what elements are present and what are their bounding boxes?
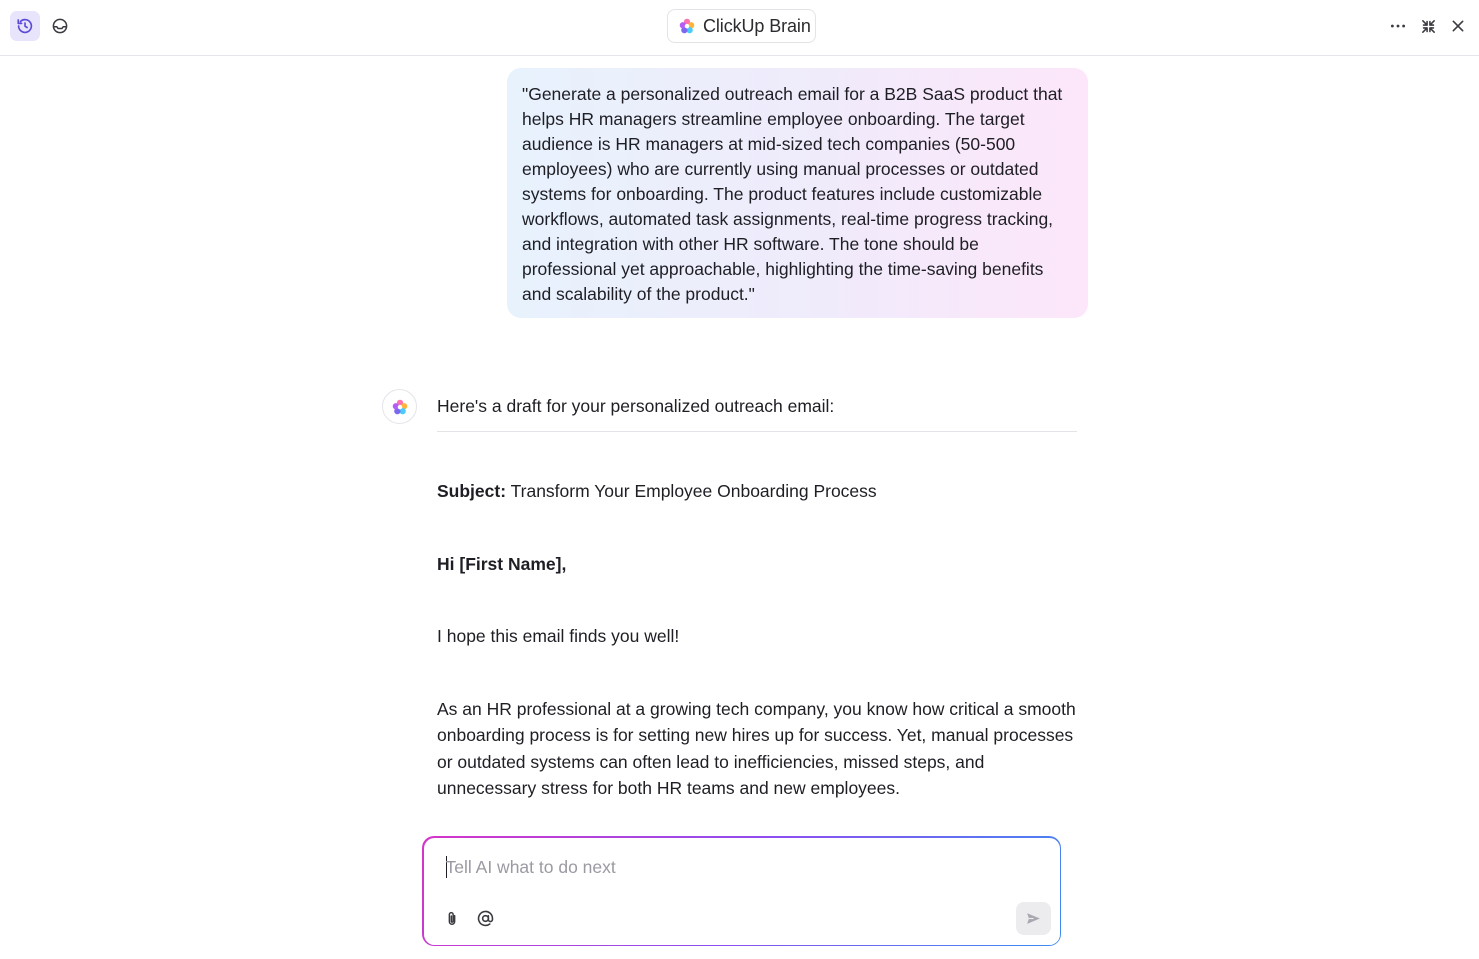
attachment-icon: [443, 910, 461, 928]
close-button[interactable]: [1443, 11, 1473, 41]
ai-response: [437, 394, 1077, 798]
send-button[interactable]: [1016, 902, 1051, 935]
inbox-button[interactable]: [45, 11, 75, 41]
composer: [422, 836, 1061, 946]
attach-button[interactable]: [441, 908, 463, 930]
clickup-brain-avatar-icon: [391, 398, 409, 416]
brand-pill[interactable]: [667, 9, 816, 43]
page-title: ClickUp Brain: [703, 15, 811, 36]
close-icon: [1450, 18, 1466, 34]
more-button[interactable]: [1383, 11, 1413, 41]
composer-inner: [424, 838, 1060, 945]
mention-icon: [476, 909, 495, 928]
ai-prompt-input[interactable]: [446, 855, 1006, 881]
send-icon: [1025, 910, 1042, 927]
history-button[interactable]: [10, 11, 40, 41]
inbox-icon: [51, 17, 69, 35]
email-subject-label: Subject:: [437, 481, 507, 501]
top-bar: [0, 0, 1479, 56]
mention-button[interactable]: [475, 908, 497, 930]
history-icon: [16, 17, 34, 35]
email-subject-text: Transform Your Employee Onboarding Process: [510, 481, 877, 501]
email-greeting: Hi [First Name],: [437, 554, 567, 574]
more-icon: [1389, 17, 1407, 35]
ai-response-intro: Here's a draft for your personalized outreach email:: [437, 394, 1077, 432]
email-opening: I hope this email finds you well!: [437, 626, 680, 646]
email-subject-line: [437, 479, 877, 504]
collapse-button[interactable]: [1413, 11, 1443, 41]
collapse-icon: [1420, 18, 1437, 35]
user-message-bubble: "Generate a personalized outreach email for a B2B SaaS product that helps HR managers streamline employee onboarding. The target audience is HR managers at mid-sized tech companies (50-500 employees) who are currently using manual processes or outdated systems for onboarding. The product features include customizable workflows, automated task assignments, real-time progress tracking, and integration with other HR software. The tone should be professional yet approachable, highlighting the time-saving benefits and scalability of the product.": [507, 68, 1088, 318]
clickup-brain-logo-icon: [678, 17, 696, 35]
ai-avatar: [382, 389, 417, 424]
email-body-paragraph: As an HR professional at a growing tech company, you know how critical a smooth onboarding process is for setting new hires up for success. Yet, manual processes or outdated systems can often lead to inefficiencies, missed steps, and unnecessary stress for both HR teams and new employees.: [437, 699, 1076, 798]
